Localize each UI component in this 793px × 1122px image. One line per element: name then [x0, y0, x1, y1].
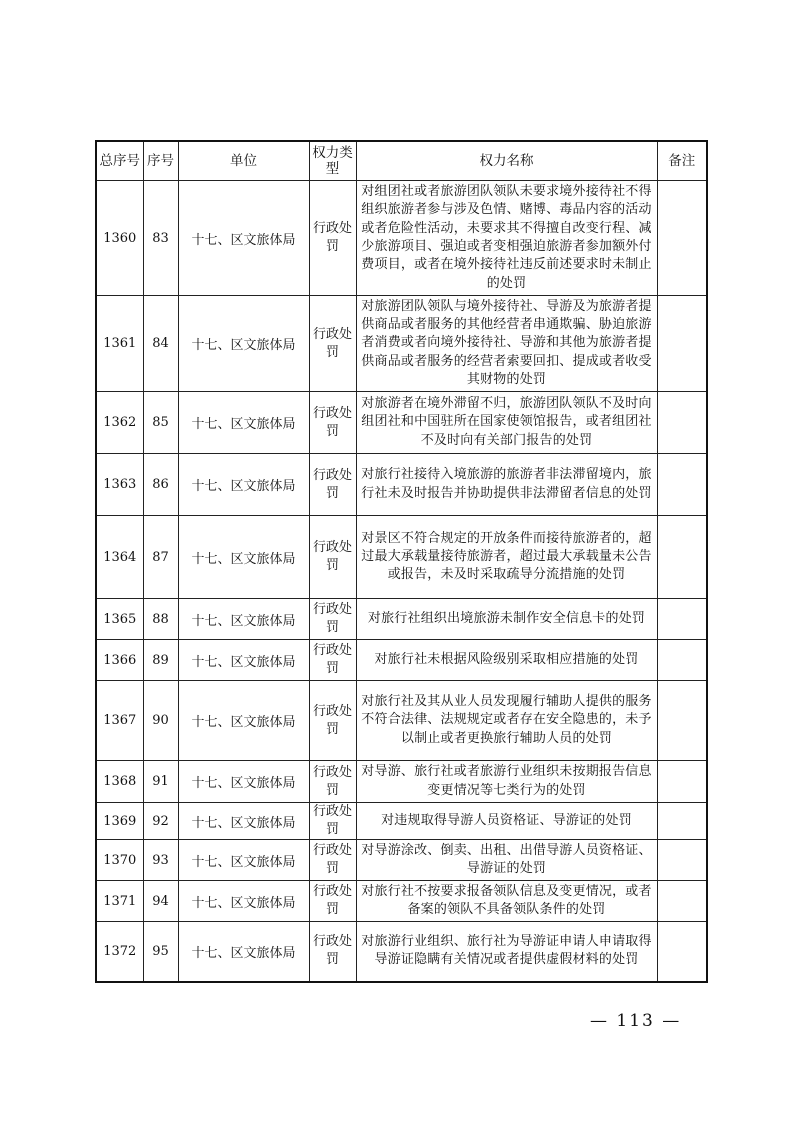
cell-power-name: 对旅游者在境外滞留不归，旅游团队领队不及时向组团社和中国驻所在国家使领馆报告，或者组团社不及时向有关部门报告的处罚 [356, 392, 657, 454]
table-row [96, 761, 707, 803]
cell-seq-no: 85 [143, 392, 178, 454]
cell-total-no: 1367 [96, 681, 143, 761]
header-unit: 单位 [178, 141, 309, 181]
cell-unit: 十七、区文旅体局 [178, 181, 309, 296]
cell-remarks [657, 840, 707, 881]
cell-total-no: 1364 [96, 516, 143, 599]
cell-total-no: 1365 [96, 599, 143, 640]
cell-power-type: 行政处罚 [309, 881, 356, 922]
table-row [96, 922, 707, 982]
cell-power-type: 行政处罚 [309, 803, 356, 840]
cell-power-type: 行政处罚 [309, 392, 356, 454]
cell-total-no: 1360 [96, 181, 143, 296]
cell-power-type: 行政处罚 [309, 840, 356, 881]
cell-remarks [657, 640, 707, 681]
table-row [96, 599, 707, 640]
cell-seq-no: 92 [143, 803, 178, 840]
cell-remarks [657, 454, 707, 516]
cell-remarks [657, 599, 707, 640]
table-row [96, 296, 707, 392]
cell-unit: 十七、区文旅体局 [178, 454, 309, 516]
cell-power-type: 行政处罚 [309, 681, 356, 761]
cell-power-type: 行政处罚 [309, 516, 356, 599]
cell-total-no: 1369 [96, 803, 143, 840]
cell-remarks [657, 181, 707, 296]
cell-seq-no: 95 [143, 922, 178, 982]
cell-unit: 十七、区文旅体局 [178, 881, 309, 922]
cell-total-no: 1366 [96, 640, 143, 681]
cell-power-name: 对导游涂改、倒卖、出租、出借导游人员资格证、导游证的处罚 [356, 840, 657, 881]
table-row [96, 803, 707, 840]
cell-power-type: 行政处罚 [309, 640, 356, 681]
header-power-type: 权力类型 [309, 141, 356, 181]
cell-unit: 十七、区文旅体局 [178, 392, 309, 454]
cell-remarks [657, 681, 707, 761]
cell-remarks [657, 881, 707, 922]
header-seq-no: 序号 [143, 141, 178, 181]
cell-total-no: 1363 [96, 454, 143, 516]
cell-total-no: 1361 [96, 296, 143, 392]
cell-remarks [657, 296, 707, 392]
table-row [96, 392, 707, 454]
cell-remarks [657, 761, 707, 803]
cell-power-type: 行政处罚 [309, 599, 356, 640]
cell-seq-no: 83 [143, 181, 178, 296]
cell-remarks [657, 392, 707, 454]
table-row [96, 840, 707, 881]
cell-unit: 十七、区文旅体局 [178, 681, 309, 761]
cell-seq-no: 89 [143, 640, 178, 681]
cell-unit: 十七、区文旅体局 [178, 922, 309, 982]
cell-total-no: 1370 [96, 840, 143, 881]
cell-seq-no: 86 [143, 454, 178, 516]
cell-power-type: 行政处罚 [309, 454, 356, 516]
table-row [96, 454, 707, 516]
cell-total-no: 1362 [96, 392, 143, 454]
table-row [96, 881, 707, 922]
cell-total-no: 1371 [96, 881, 143, 922]
cell-power-name: 对组团社或者旅游团队领队未要求境外接待社不得组织旅游者参与涉及色情、赌博、毒品内容的活动或者危险性活动，未要求其不得擅自改变行程、减少旅游项目、强迫或者变相强迫旅游者参加额外付费项目，或者在境外接待社违反前述要求时未制止的处罚 [356, 181, 657, 296]
page-number: — 113 — [590, 1011, 682, 1031]
cell-remarks [657, 922, 707, 982]
cell-power-name: 对导游、旅行社或者旅游行业组织未按期报告信息变更情况等七类行为的处罚 [356, 761, 657, 803]
cell-seq-no: 84 [143, 296, 178, 392]
cell-power-type: 行政处罚 [309, 181, 356, 296]
header-remarks: 备注 [657, 141, 707, 181]
table-row [96, 681, 707, 761]
table-row [96, 516, 707, 599]
cell-remarks [657, 803, 707, 840]
cell-power-name: 对旅行社组织出境旅游未制作安全信息卡的处罚 [356, 599, 657, 640]
cell-power-name: 对旅行社不按要求报备领队信息及变更情况，或者备案的领队不具备领队条件的处罚 [356, 881, 657, 922]
cell-power-type: 行政处罚 [309, 296, 356, 392]
header-total-no: 总序号 [96, 141, 143, 181]
cell-power-type: 行政处罚 [309, 761, 356, 803]
cell-power-name: 对旅行社及其从业人员发现履行辅助人提供的服务不符合法律、法规规定或者存在安全隐患的，未予以制止或者更换旅行辅助人员的处罚 [356, 681, 657, 761]
cell-unit: 十七、区文旅体局 [178, 840, 309, 881]
cell-remarks [657, 516, 707, 599]
cell-unit: 十七、区文旅体局 [178, 516, 309, 599]
cell-seq-no: 93 [143, 840, 178, 881]
table-header-row [96, 141, 707, 181]
cell-total-no: 1372 [96, 922, 143, 982]
cell-power-name: 对违规取得导游人员资格证、导游证的处罚 [356, 803, 657, 840]
cell-seq-no: 94 [143, 881, 178, 922]
cell-power-name: 对旅行社接待入境旅游的旅游者非法滞留境内，旅行社未及时报告并协助提供非法滞留者信息的处罚 [356, 454, 657, 516]
cell-unit: 十七、区文旅体局 [178, 296, 309, 392]
cell-power-name: 对旅游团队领队与境外接待社、导游及为旅游者提供商品或者服务的其他经营者串通欺骗、胁迫旅游者消费或者向境外接待社、导游和其他为旅游者提供商品或者服务的经营者索要回扣、提成或者收受其财物的处罚 [356, 296, 657, 392]
cell-seq-no: 87 [143, 516, 178, 599]
cell-seq-no: 88 [143, 599, 178, 640]
cell-power-type: 行政处罚 [309, 922, 356, 982]
cell-power-name: 对旅游行业组织、旅行社为导游证申请人申请取得导游证隐瞒有关情况或者提供虚假材料的处罚 [356, 922, 657, 982]
cell-total-no: 1368 [96, 761, 143, 803]
cell-seq-no: 90 [143, 681, 178, 761]
cell-unit: 十七、区文旅体局 [178, 599, 309, 640]
cell-unit: 十七、区文旅体局 [178, 803, 309, 840]
cell-power-name: 对旅行社未根据风险级别采取相应措施的处罚 [356, 640, 657, 681]
cell-seq-no: 91 [143, 761, 178, 803]
power-list-table [95, 140, 708, 983]
table-row [96, 640, 707, 681]
table-row [96, 181, 707, 296]
cell-power-name: 对景区不符合规定的开放条件而接待旅游者的，超过最大承载量接待旅游者，超过最大承载量未公告或报告，未及时采取疏导分流措施的处罚 [356, 516, 657, 599]
cell-unit: 十七、区文旅体局 [178, 640, 309, 681]
header-power-name: 权力名称 [356, 141, 657, 181]
cell-unit: 十七、区文旅体局 [178, 761, 309, 803]
